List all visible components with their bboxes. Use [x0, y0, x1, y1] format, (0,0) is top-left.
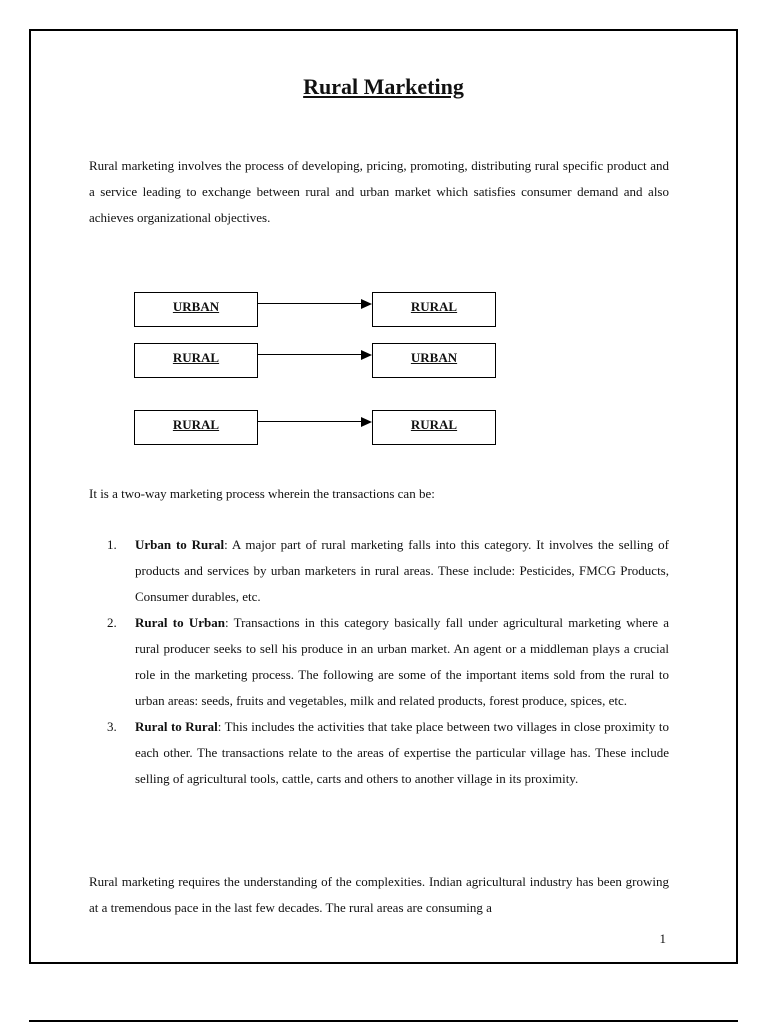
list-number: 1. [107, 537, 117, 552]
flow-3-from-box: RURAL [134, 410, 258, 445]
transaction-list [107, 532, 669, 792]
next-page-top-border [29, 1020, 738, 1022]
page-number: 1 [659, 931, 666, 946]
flow-2-arrow [258, 350, 372, 360]
two-way-paragraph: It is a two-way marketing process wherein the transactions can be: [89, 486, 435, 501]
flow-2-from-box: RURAL [134, 343, 258, 378]
list-text: : Transactions in this category basically fall under agricultural marketing where a rural producer seeks to sell his produce in an urban market. An agent or a middleman plays a crucial role in the marketing process. The following are some of the important items sold from the rural to urban areas: seeds, fruits and vegetables, milk and related products, forest produce, spices, etc. [135, 615, 669, 708]
list-item [107, 610, 669, 714]
list-item [107, 532, 669, 610]
list-heading: Urban to Rural [135, 537, 225, 552]
flow-3-arrow [258, 417, 372, 427]
flow-3-to-box: RURAL [372, 410, 496, 445]
flow-1-from-box: URBAN [134, 292, 258, 327]
list-heading: Rural to Rural [135, 719, 218, 734]
flow-1-arrow [258, 299, 372, 309]
list-heading: Rural to Urban [135, 615, 225, 630]
list-number: 2. [107, 615, 117, 630]
list-text: : This includes the activities that take place between two villages in close proximity to each other. The transactions relate to the areas of expertise the particular village has. These include selling of agricultural tools, cattle, carts and others to another village in its proximity. [135, 719, 669, 786]
closing-paragraph: Rural marketing requires the understanding of the complexities. Indian agricultural industry has been growing at a tremendous pace in the last few decades. The rural areas are consuming a [89, 874, 669, 915]
list-text: : A major part of rural marketing falls into this category. It involves the selling of products and services by urban marketers in rural areas. These include: Pesticides, FMCG Products, Consumer durables, etc. [135, 537, 669, 604]
document-title: Rural Marketing [303, 74, 464, 99]
document-page [29, 29, 738, 964]
flow-1-to-box: RURAL [372, 292, 496, 327]
intro-paragraph: Rural marketing involves the process of developing, pricing, promoting, distributing rural specific product and a service leading to exchange between rural and urban market which satisfies consumer demand and also achieves organizational objectives. [89, 158, 669, 225]
flow-2-to-box: URBAN [372, 343, 496, 378]
list-number: 3. [107, 719, 117, 734]
list-item [107, 714, 669, 792]
